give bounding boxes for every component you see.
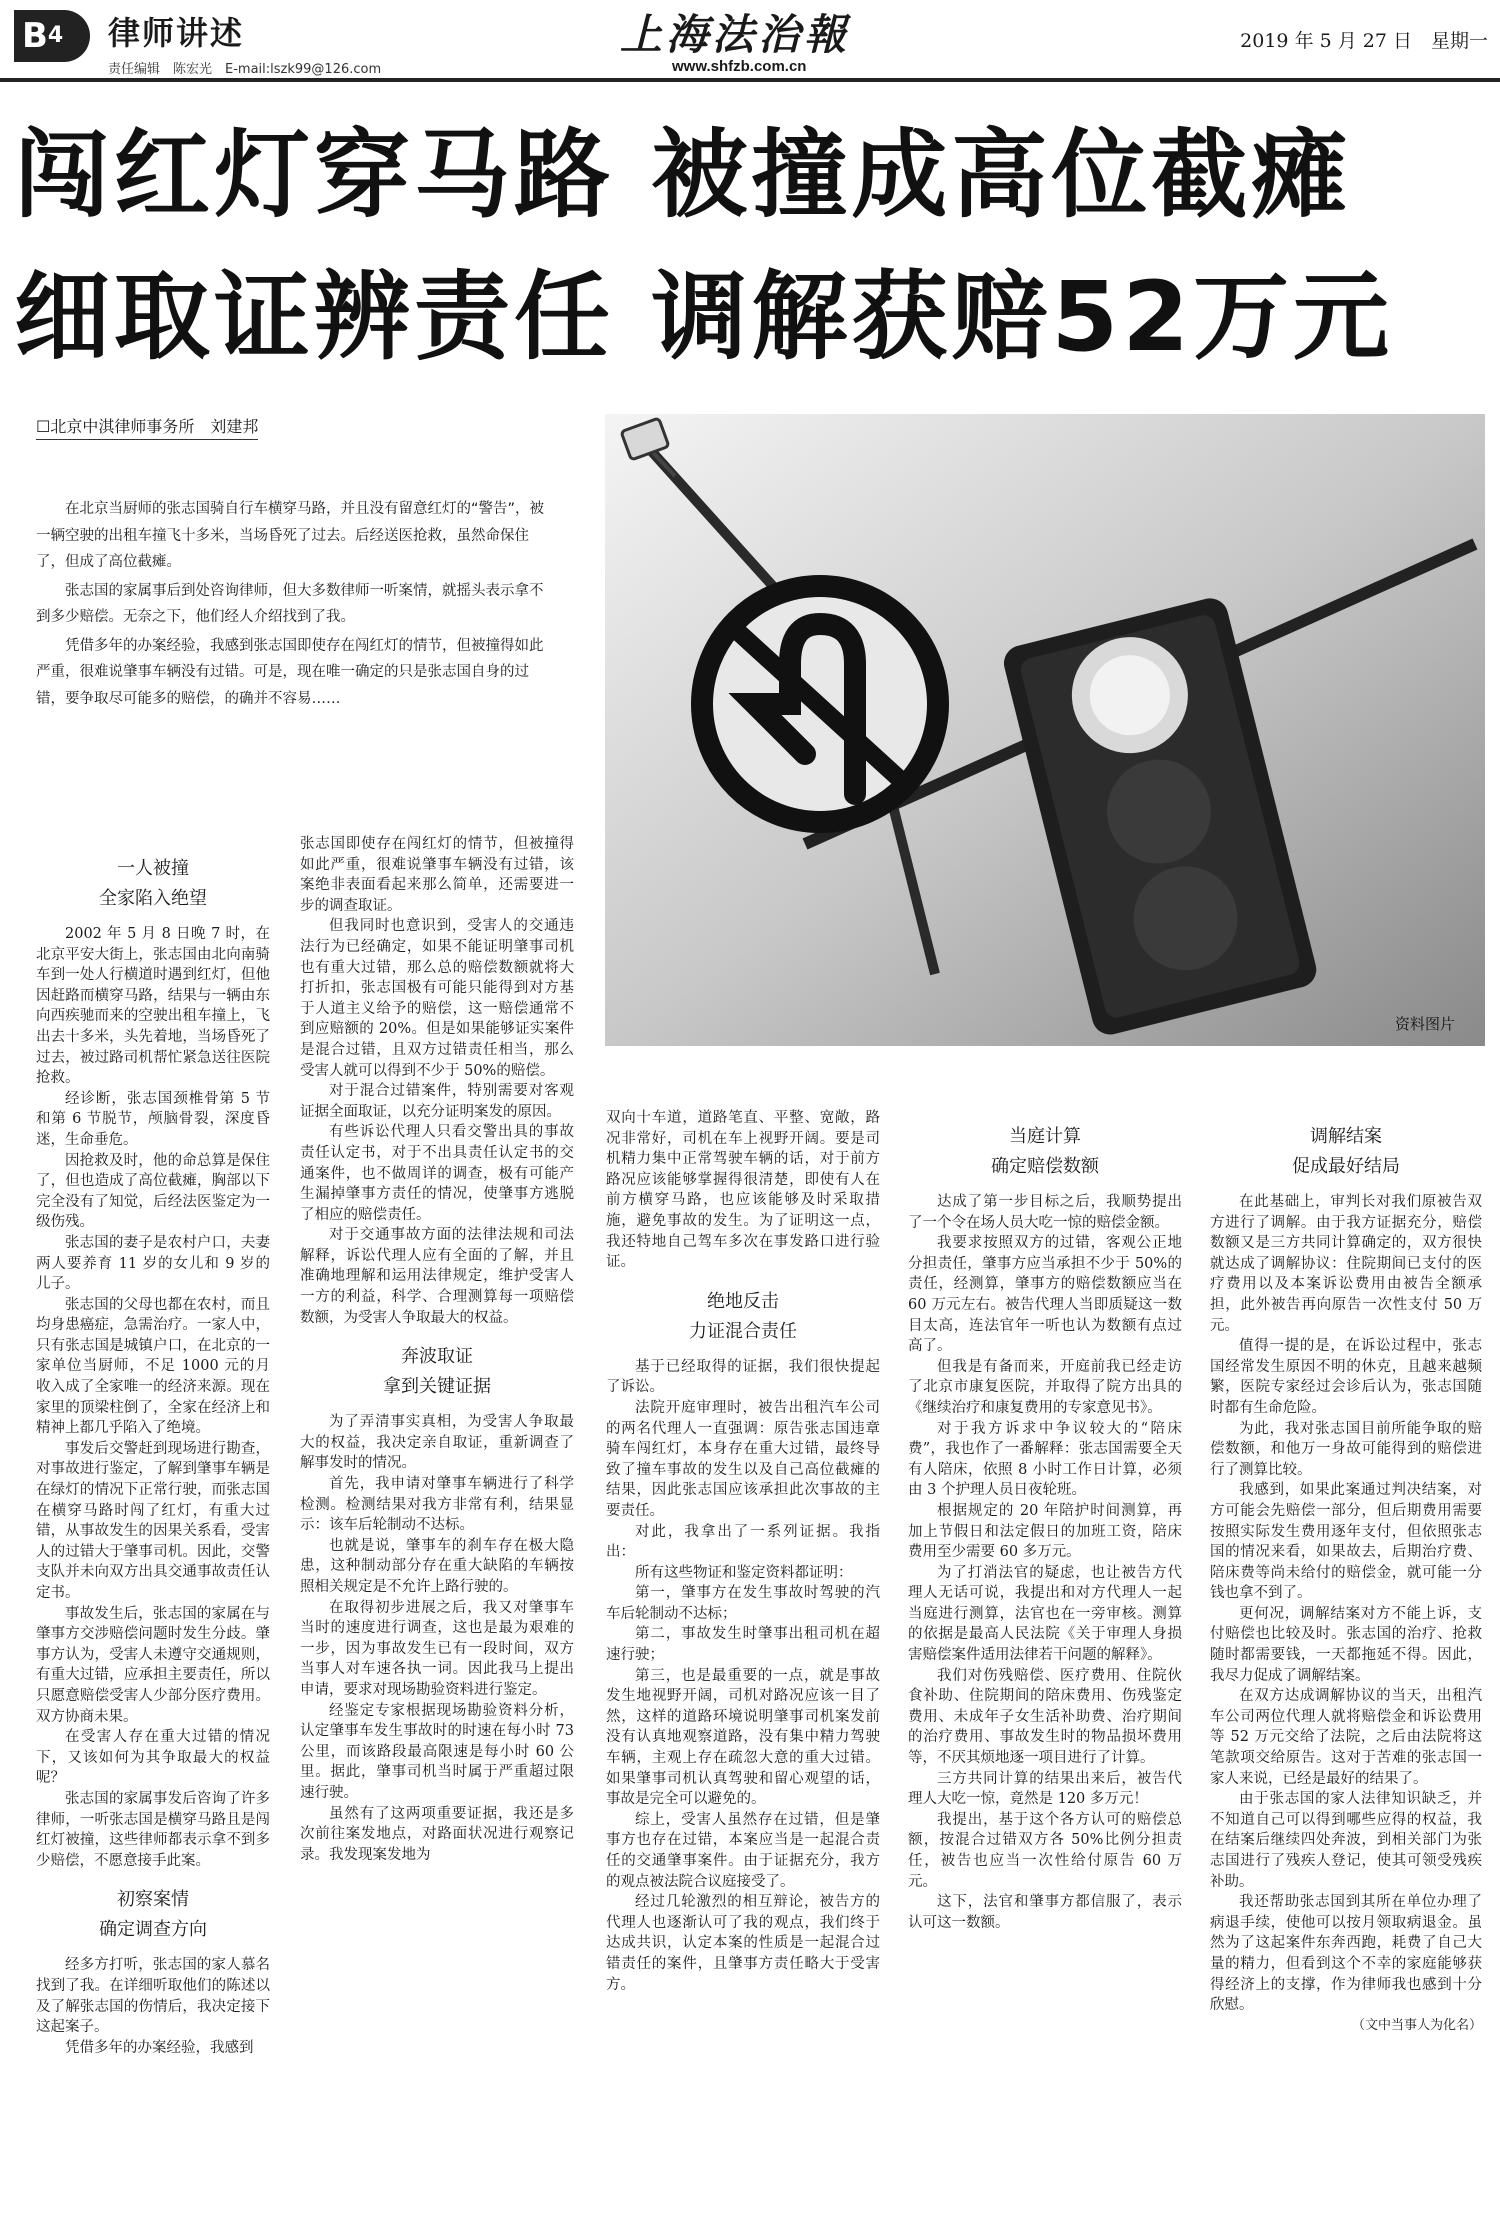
paragraph: 有些诉讼代理人只看交警出具的事故责任认定书，对于不出具责任认定书的交通案件，也不做周详的调查，极有可能产生漏掉肇事方责任的情况，使肇事方逃脱了相应的赔偿责任。 [300, 1124, 574, 1223]
paragraph: 我还帮助张志国到其所在单位办理了病退手续，使他可以按月领取病退金。虽然为了这起案件东奔西跑，耗费了自己大量的精力，但看到这个不幸的家庭能够获得经济上的支撑，作为律师我也感到十分欣慰。 [1210, 1894, 1482, 2014]
section-title: 律师讲述 [108, 14, 245, 52]
paragraph: 经多方打听，张志国的家人慕名找到了我。在详细听取他们的陈述以及了解张志国的伤情后，我决定接下这起案子。 [36, 1957, 270, 2036]
subhead [908, 1122, 1182, 1182]
paragraph: 对此，我拿出了一系列证据。我指出： [606, 1523, 880, 1561]
masthead [0, 0, 1500, 77]
headline-line-1: 闯红灯穿马路 被撞成高位截瘫 [14, 119, 1352, 231]
paragraph: 经鉴定专家根据现场勘验资料分析，认定肇事车发生事故时的时速在每小时 73 公里，而该路段最高限速是每小时 60 公里。据此，肇事司机当时属于严重超过限速行驶。 [300, 1702, 574, 1801]
paragraph: 对于混合过错案件，特别需要对客观证据全面取证，以充分证明案发的原因。 [300, 1083, 574, 1120]
article-column-4 [908, 1108, 1182, 2225]
paragraph: 对于交通事故方面的法律法规和司法解释，诉讼代理人应有全面的了解，并且准确地理解和运用法律规定，维护受害人一方的利益，科学、合理测算每一项赔偿数额，为受害人争取最大的权益。 [300, 1227, 574, 1326]
paragraph: 在双方达成调解协议的当天，出租汽车公司两位代理人就将赔偿金和诉讼费用等 52 万元交给了法院，之后由法院将这笔款项交给原告。这对于苦难的张志国一家人来说，已经是最好的结果了。 [1210, 1688, 1482, 1787]
paragraph: 但我是有备而来，开庭前我已经走访了北京市康复医院，并取得了院方出具的《继续治疗和康复费用的专家意见书》。 [908, 1358, 1182, 1416]
paragraph: 第一，肇事方在发生事故时驾驶的汽车后轮制动不达标； [606, 1585, 880, 1622]
paragraph: 基于已经取得的证据，我们很快提起了诉讼。 [606, 1358, 880, 1396]
paragraph: 对于我方诉求中争议较大的“陪床费”，我也作了一番解释：张志国需要全天有人陪床，依照 8 小时工作日计算，必须由 3 个护理人员日夜轮班。 [908, 1420, 1182, 1499]
subhead [36, 854, 270, 914]
paragraph: 经诊断，张志国颈椎骨第 5 节和第 6 节脱节，颅脑骨裂，深度昏迷，生命垂危。 [36, 1090, 270, 1148]
paragraph: 双向十车道，道路笔直、平整、宽敞，路况非常好，司机在车上视野开阔。要是司机精力集中正常驾驶车辆的话，对于前方路况应该能够掌握得很清楚，即使有人在前方横穿马路，也应该能够及时采取措施，避免事故的发生。为了证明这一点，我还特地自己驾车多次在事发路口进行验证。 [606, 1110, 880, 1271]
paragraph: 经过几轮激烈的相互辩论，被告方的代理人也逐渐认可了我的观点，我们终于达成共识，认定本案的性质是一起混合过错责任的案件，且肇事方责任略大于受害方。 [606, 1894, 880, 1993]
no-left-turn-sign-icon [702, 586, 938, 822]
subhead-line: 全家陷入绝望 [99, 888, 207, 909]
subhead [300, 1342, 574, 1402]
article-column-3 [606, 1108, 880, 2225]
subhead-line: 力证混合责任 [689, 1320, 797, 1342]
subhead-line: 拿到关键证据 [383, 1376, 491, 1398]
paragraph: 因抢救及时，他的命总算是保住了，但也造成了高位截瘫，胸部以下完全没有了知觉，后经法医鉴定为一级伤残。 [36, 1152, 270, 1231]
author-note: （文中当事人为化名） [1351, 2017, 1482, 2033]
paragraph: 由于张志国的家人法律知识缺乏，并不知道自己可以得到哪些应得的权益，我在结案后继续四处奔波，到相关部门为张志国进行了残疾人登记，使其可领受残疾补助。 [1210, 1791, 1482, 1890]
paragraph: 张志国的妻子是农村户口，夫妻两人要养育 11 岁的女儿和 9 岁的儿子。 [36, 1234, 270, 1293]
paragraph: 在此基础上，审判长对我们原被告双方进行了调解。由于我方证据充分，赔偿数额又是三方共同计算确定的，双方很快就达成了调解协议：住院期间已支付的医疗费用以及本案诉讼费用由被告全额承担，此外被告再向原告一次性支付 50 万元。 [1210, 1194, 1482, 1334]
paragraph: 在取得初步进展之后，我又对肇事车当时的速度进行调查，这也是最为艰难的一步，因为事故发生已有一段时间，双方当事人对车速各执一词。因此我马上提出申请，要求对现场勘验资料进行鉴定。 [300, 1599, 574, 1698]
traffic-light-illustration [605, 414, 1485, 1046]
paragraph: 也就是说，肇事车的刹车存在极大隐患，这种制动部分存在重大缺陷的车辆按照相关规定是不允许上路行驶的。 [300, 1537, 574, 1595]
subhead-line: 初察案情 [117, 1889, 189, 1911]
paragraph: 事故发生后，张志国的家属在与肇事方交涉赔偿问题时发生分歧。肇事方认为，受害人未遵守交通规则，有重大过错，应承担主要责任，所以只愿意赔偿受害人少部分医疗费用。双方协商未果。 [36, 1605, 270, 1725]
paragraph: 2002 年 5 月 8 日晚 7 时，在北京平安大街上，张志国由北向南骑车到一处人行横道时遇到红灯，但他因赶路而横穿马路，结果与一辆由东向西疾驰而来的空驶出租车撞上，飞出去十多米，头先着地，当场昏死了过去，被过路司机帮忙紧急送往医院抢救。 [36, 926, 270, 1087]
paragraph: 第二，事故发生时肇事出租司机在超速行驶； [606, 1626, 880, 1664]
lead-paragraphs [36, 496, 548, 714]
paragraph: 我感到，如果此案通过判决结案，对方可能会先赔偿一部分，但后期费用需要按照实际发生费用逐年支付，但依照张志国的情况来看，如果故去，后期治疗费、陪床费等尚未给付的赔偿金，就可能一分钱也拿不到了。 [1210, 1482, 1482, 1602]
page-letter: B [22, 16, 48, 56]
paragraph: 为了弄清事实真相，为受害人争取最大的权益，我决定亲自取证，重新调查了解事发时的情况。 [300, 1414, 574, 1472]
subhead-line: 调解结案 [1310, 1126, 1382, 1147]
page-digit: 4 [47, 23, 64, 48]
paragraph: 为了打消法官的疑虑，也让被告方代理人无话可说，我提出和对方代理人一起当庭进行测算，法官也在一旁审核。测算的依据是最高人民法院《关于审理人身损害赔偿案件适用法律若干问题的解释》。 [908, 1564, 1182, 1664]
subhead-line: 促成最好结局 [1292, 1156, 1400, 1177]
newspaper-logo: 上海法治報 [620, 10, 851, 59]
byline: ☐北京中淇律师事务所 刘建邦 [36, 414, 258, 440]
page-number-badge [14, 10, 90, 62]
subhead-line: 绝地反击 [707, 1290, 779, 1312]
paragraph: 我们对伤残赔偿、医疗费用、住院伙食补助、住院期间的陪床费用、伤残鉴定费用、未成年子女生活补助费、治疗期间的治疗费用、事故发生时的物品损坏费用等，不厌其烦地逐一项目进行了计算。 [908, 1667, 1182, 1767]
article-column-5 [1210, 1108, 1482, 2225]
paragraph: 法院开庭审理时，被告出租汽车公司的两名代理人一直强调：原告张志国违章骑车闯红灯，本身存在重大过错，最终导致了撞车事故的发生以及自己高位截瘫的结果，因此张志国应该承担此次事故的主要责任。 [606, 1399, 880, 1519]
subhead-line: 确定调查方向 [99, 1919, 207, 1941]
paragraph: 张志国即使存在闯红灯的情节，但被撞得如此严重，很难说肇事车辆没有过错，该案绝非表面看起来那么简单，还需要进一步的调查取证。 [300, 836, 574, 914]
paragraph: 凭借多年的办案经验，我感到 [65, 2039, 254, 2056]
lead-paragraph: 在北京当厨师的张志国骑自行车横穿马路，并且没有留意红灯的“警告”，被一辆空驶的出租车撞飞十多米，当场昏死了过去。后经送医抢救，虽然命保住了，但成了高位截瘫。 [36, 501, 545, 570]
headline-line-2: 细取证辨责任 调解获赔52万元 [14, 261, 1394, 373]
subhead-line: 一人被撞 [117, 858, 189, 879]
paragraph: 第三，也是最重要的一点，就是事故发生地视野开阔，司机对路况应该一目了然，这样的道路环境说明肇事司机案发前没有认真地观察道路，没有集中精力驾驶车辆，主观上存在疏忽大意的重大过错。如果肇事司机认真驾驶和留心观望的话，事故是完全可以避免的。 [606, 1667, 880, 1808]
lead-paragraph: 张志国的家属事后到处咨询律师，但大多数律师一听案情，就摇头表示拿不到多少赔偿。无奈之下，他们经人介绍找到了我。 [36, 582, 544, 625]
paragraph: 综上，受害人虽然存在过错，但是肇事方也存在过错，本案应当是一起混合责任的交通肇事案件。由于证据充分，我方的观点被法院合议庭接受了。 [606, 1811, 880, 1890]
masthead-rule [0, 78, 1500, 82]
paragraph: 为此，我对张志国目前所能争取的赔偿数额，和他万一身故可能得到的赔偿进行了测算比较。 [1210, 1420, 1482, 1478]
article-photo [605, 414, 1485, 1046]
subhead-line: 当庭计算 [1009, 1126, 1081, 1147]
paragraph: 张志国的父母也都在农村，而且均身患癌症，急需治疗。一家人中，只有张志国是城镇户口，在北京的一家单位当厨师，不足 1000 元的月收入成了全家唯一的经济来源。现在家里的顶梁柱倒了，全家在经济上和精神上都几乎陷入了绝境。 [36, 1296, 270, 1437]
paragraph: 根据规定的 20 年陪护时间测算，再加上节假日和法定假日的加班工资，陪床费用至少需要 60 多万元。 [908, 1502, 1182, 1561]
paragraph: 所有这些物证和鉴定资料都证明： [635, 1564, 853, 1581]
paragraph: 虽然有了这两项重要证据，我还是多次前往案发地点，对路面状况进行观察记录。我发现案发地为 [300, 1805, 574, 1863]
subhead [36, 1885, 270, 1945]
paragraph: 这下，法官和肇事方都信服了，表示认可这一数额。 [908, 1894, 1182, 1931]
photo-credit: 资料图片 [1394, 1015, 1455, 1033]
paragraph: 我要求按照双方的过错，客观公正地分担责任，肇事方应当承担不少于 50%的责任，经测算，肇事方的赔偿数额应当在 60 万元左右。被告代理人当即质疑这一数目太高，连法官年一听也认为数额有点过高了。 [908, 1235, 1182, 1355]
newspaper-url: www.shfzb.com.cn [672, 58, 807, 75]
paragraph: 我提出，基于这个各方认可的赔偿总额，按混合过错双方各 50%比例分担责任，被告也应当一次性给付原告 60 万元。 [908, 1811, 1182, 1890]
paragraph: 更何况，调解结案对方不能上诉，支付赔偿也比较及时。张志国的治疗、抢救随时都需要钱，一天都拖延不得。因此，我尽力促成了调解结案。 [1210, 1605, 1482, 1684]
issue-date: 2019 年 5 月 27 日 星期一 [1240, 30, 1488, 52]
subhead [606, 1287, 880, 1347]
paragraph: 张志国的家属事发后咨询了许多律师，一听张志国是横穿马路且是闯红灯被撞，这些律师都表示拿不到多少赔偿，不愿意接手此案。 [36, 1790, 270, 1869]
article-column-2 [300, 834, 574, 2225]
subhead-line: 奔波取证 [401, 1346, 473, 1368]
paragraph: 三方共同计算的结果出来后，被告代理人大吃一惊，竟然是 120 多万元！ [908, 1770, 1182, 1808]
article-column-1 [36, 840, 270, 2225]
subhead [1210, 1122, 1482, 1182]
paragraph: 值得一提的是，在诉讼过程中，张志国经常发生原因不明的休克，且越来越频繁，医院专家经过会诊后认为，张志国随时都有生命危险。 [1210, 1338, 1482, 1416]
paragraph: 在受害人存在重大过错的情况下，又该如何为其争取最大的权益呢？ [36, 1729, 270, 1787]
lead-paragraph: 凭借多年的办案经验，我感到张志国即使存在闯红灯的情节，但被撞得如此严重，很难说肇事车辆没有过错。可是，现在唯一确定的只是张志国自身的过错，要争取尽可能多的赔偿，的确并不容易…… [36, 637, 544, 707]
subhead-line: 确定赔偿数额 [991, 1156, 1099, 1177]
paragraph: 达成了第一步目标之后，我顺势提出了一个令在场人员大吃一惊的赔偿金额。 [908, 1194, 1182, 1231]
paragraph: 首先，我申请对肇事车辆进行了科学检测。检测结果对我方非常有利，结果显示：该车后轮制动不达标。 [300, 1476, 574, 1534]
paragraph: 事发后交警赶到现场进行勘查，对事故进行鉴定，了解到肇事车辆是在绿灯的情况下正常行驶，而张志国在横穿马路时闯了红灯，有重大过错，从事故发生的因果关系看，受害人的过错大于肇事司机。因此，交警支队并未向双方出具交通事故责任认定书。 [36, 1440, 270, 1601]
editor-line: 责任编辑 陈宏光 E-mail:lszk99@126.com [108, 62, 382, 77]
paragraph: 但我同时也意识到，受害人的交通违法行为已经确定，如果不能证明肇事司机也有重大过错，那么总的赔偿数额就将大打折扣，张志国极有可能只能得到对方基于人道主义给予的赔偿，这一赔偿通常不到应赔额的 20%。但是如果能够证实案件是混合过错，且双方过错责任相当，那么受害人就可以得到不少于 50%的赔偿。 [300, 918, 574, 1079]
